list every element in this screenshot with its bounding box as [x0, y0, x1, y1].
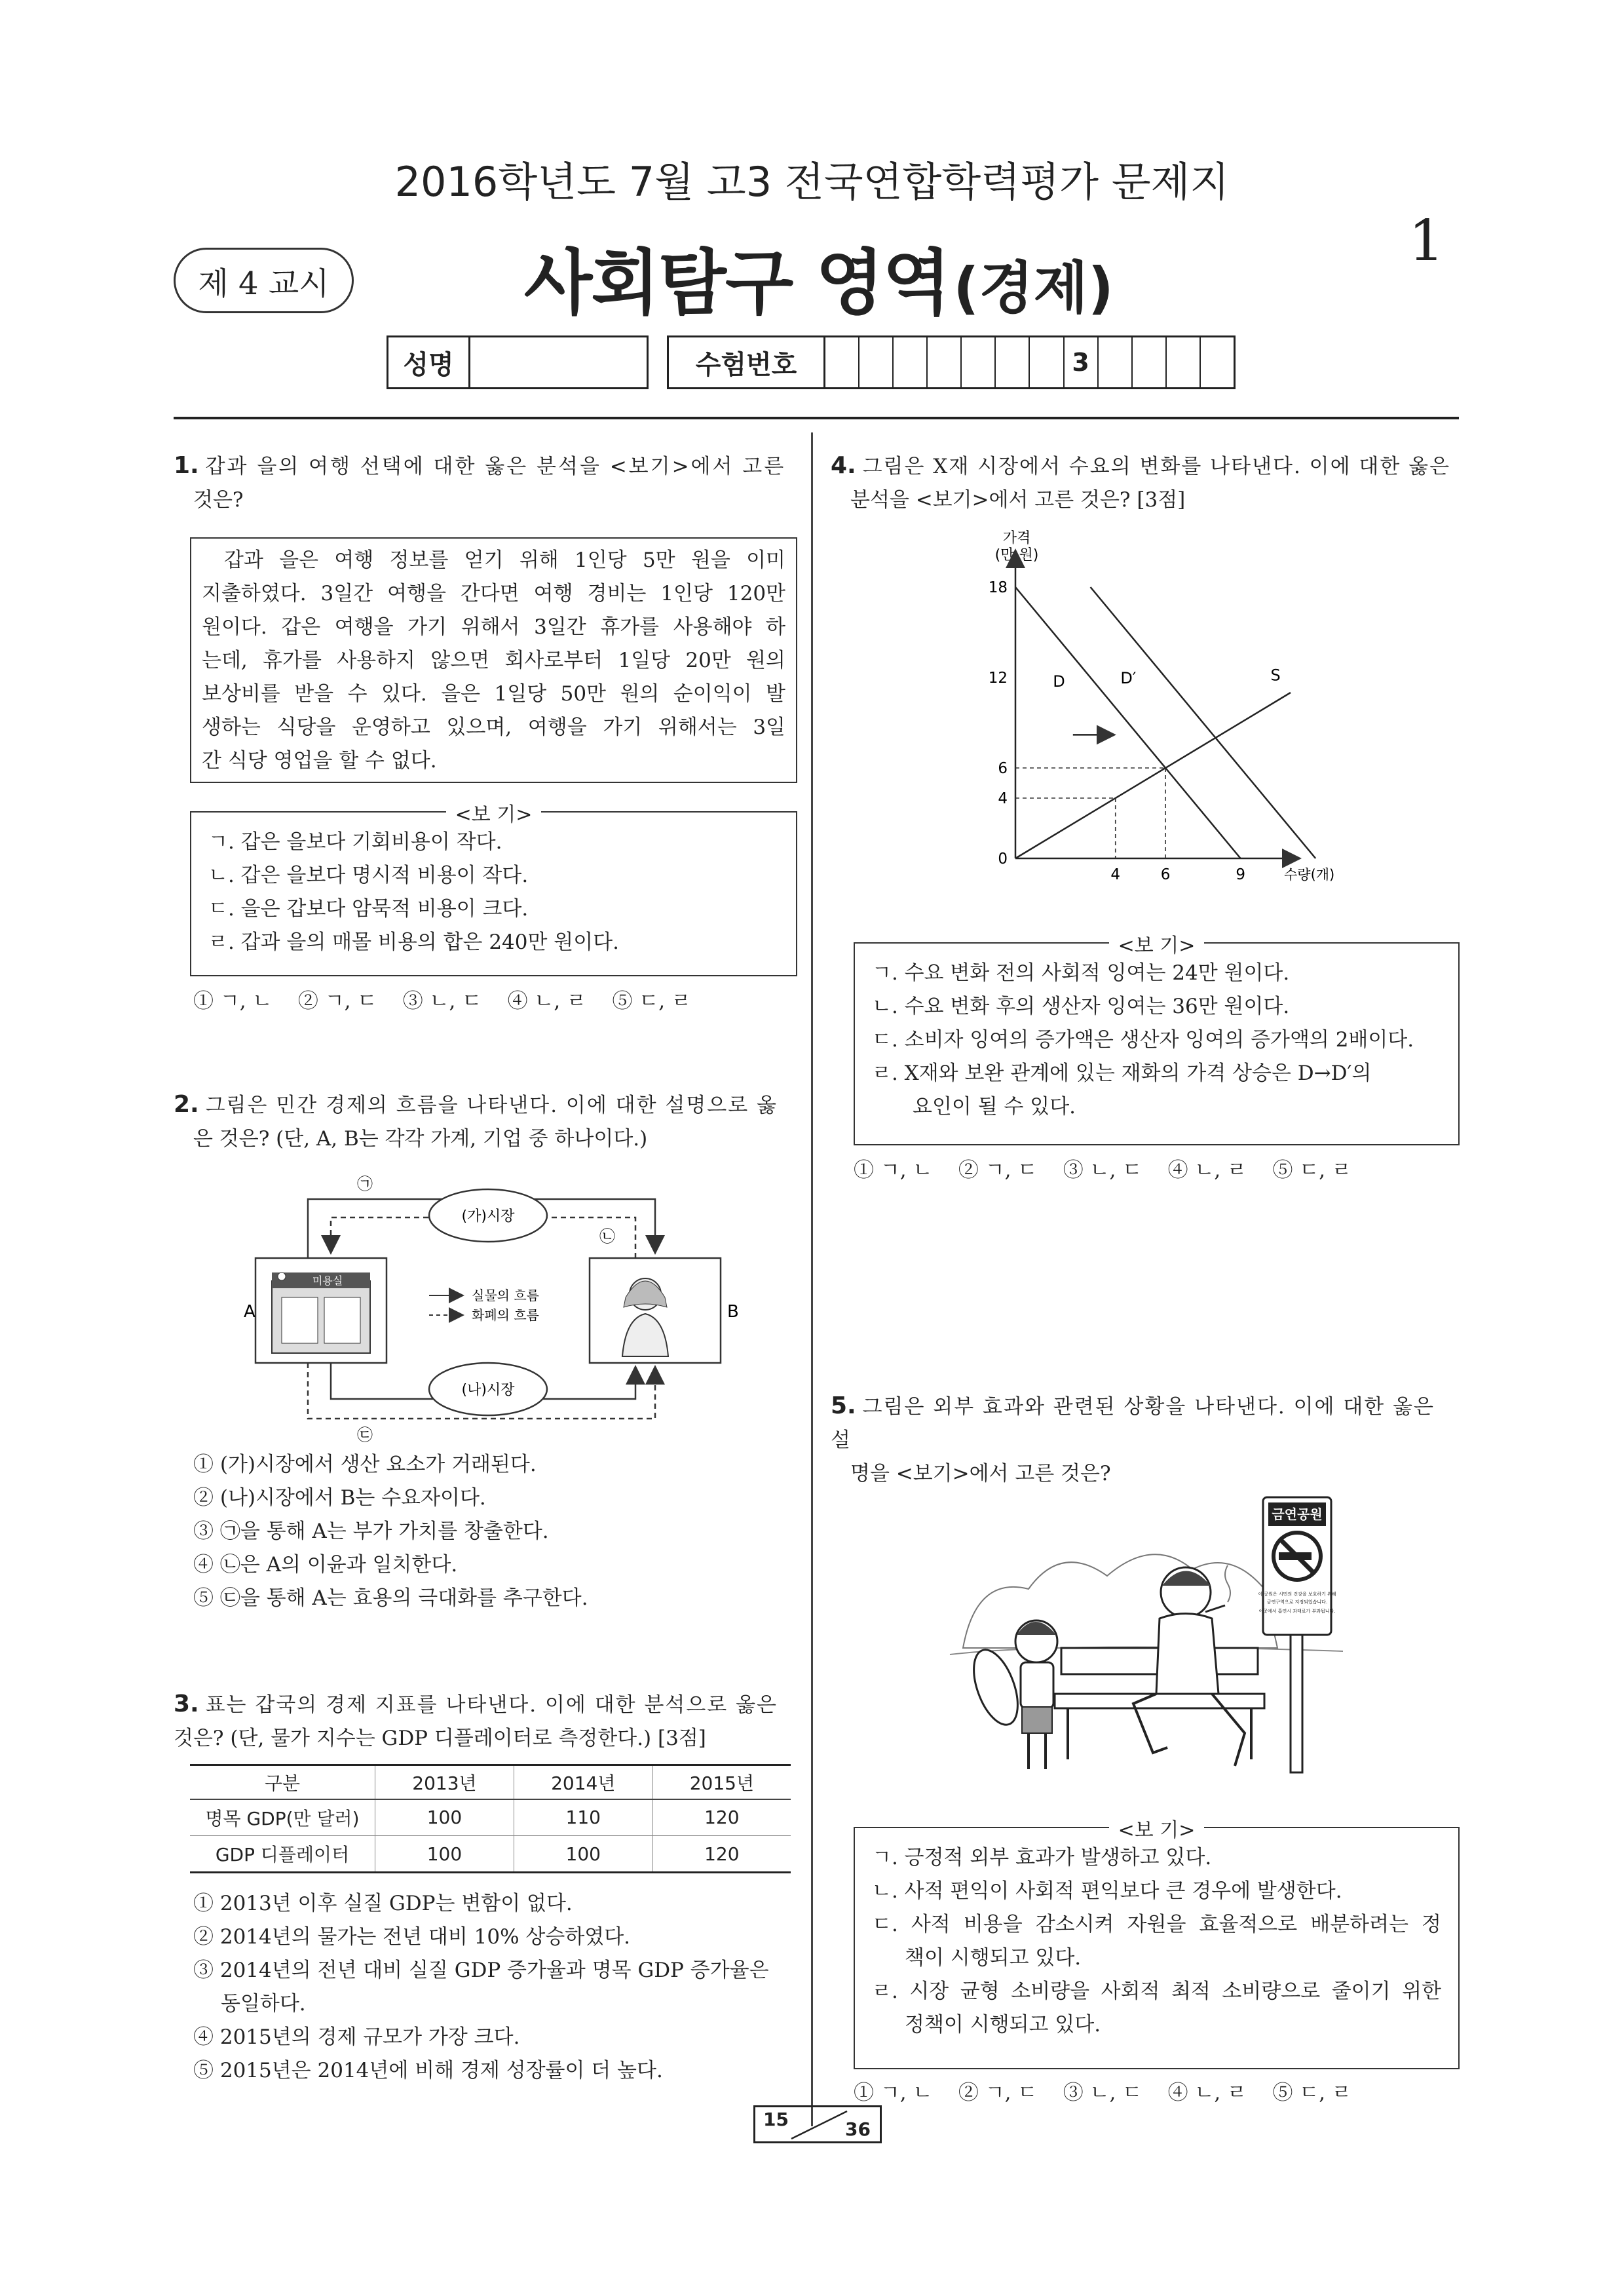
q4-stem [831, 449, 1460, 517]
exam-number-label: 수험번호 [669, 337, 825, 387]
circular-flow-diagram [242, 1166, 739, 1444]
q1-bogi-item: ㄱ. 갑은 을보다 기회비용이 작다. [208, 830, 502, 854]
q5-bogi-title: <보 기> [1109, 1819, 1205, 1842]
park-smoking-illustration [937, 1478, 1356, 1779]
flow-mark-1: ㉠ [357, 1175, 373, 1193]
q4-bogi-item: ㄱ. 수요 변화 전의 사회적 잉여는 24만 원이다. [872, 961, 1290, 985]
q3-option[interactable]: ⑤ 2015년은 2014년에 비해 경제 성장률이 더 높다. [193, 2059, 663, 2082]
exam-number-digit-cell[interactable] [960, 337, 994, 387]
q5-choices[interactable]: ① ㄱ, ㄴ ② ㄱ, ㄷ ③ ㄴ, ㄷ ④ ㄴ, ㄹ ⑤ ㄷ, ㄹ [854, 2081, 1351, 2105]
exam-title: 2016학년도 7월 고3 전국연합학력평가 문제지 [394, 158, 1230, 206]
q1-bogi-item: ㄷ. 을은 갑보다 암묵적 비용이 크다. [208, 897, 529, 921]
q4-bogi-item: ㄴ. 수요 변화 후의 생산자 잉여는 36만 원이다. [872, 995, 1290, 1018]
q2-stem-line1: 그림은 민간 경제의 흐름을 나타낸다. 이에 대한 설명으로 옳 [205, 1094, 778, 1117]
table-header: 2013년 [375, 1765, 514, 1799]
y-axis-label: 가격 (만 원) [994, 530, 1039, 564]
q2-option[interactable]: ⑤ ㉢을 통해 A는 효용의 극대화를 추구한다. [193, 1586, 588, 1610]
period-label: 제 4 교시 [198, 265, 330, 302]
q3-number: 3. [174, 1691, 199, 1717]
q3-options [193, 1887, 803, 2088]
q1-bogi-item: ㄹ. 갑과 을의 매몰 비용의 합은 240만 원이다. [208, 930, 619, 954]
q5-bogi-box [854, 1819, 1460, 2069]
q3-option-continued: 동일하다. [221, 1992, 306, 2016]
y-tick-label: 4 [998, 790, 1008, 807]
y-tick-label: 12 [988, 670, 1008, 687]
child-figure [965, 1620, 1057, 1769]
shop-sign: 미용실 [312, 1274, 343, 1287]
q2-option[interactable]: ④ ㉡은 A의 이윤과 일치한다. [193, 1553, 458, 1577]
q5-bogi-item-continued: 정책이 시행되고 있다. [905, 2013, 1101, 2037]
exam-number-digit-cell[interactable] [1097, 337, 1131, 387]
table-cell: 명목 GDP(만 달러) [190, 1799, 375, 1836]
table-header-row [190, 1765, 791, 1799]
table-header: 구분 [190, 1765, 375, 1799]
q4-bogi-box [854, 934, 1460, 1145]
q2-option[interactable]: ② (나)시장에서 B는 수요자이다. [193, 1486, 486, 1510]
page-type-number: 1 [1408, 208, 1445, 274]
q1-stem [174, 449, 803, 517]
q1-passage-line: 는데, 휴가를 사용하지 않으면 회사로부터 1일당 20만 원의 [202, 649, 785, 672]
q3-stem-line1: 표는 갑국의 경제 지표를 나타낸다. 이에 대한 분석으로 옳은 [205, 1693, 778, 1717]
series-label-d-prime: D′ [1120, 669, 1137, 688]
table-header: 2014년 [514, 1765, 652, 1799]
q2-number: 2. [174, 1091, 199, 1118]
q3-option[interactable]: ② 2014년의 물가는 전년 대비 10% 상승하였다. [193, 1925, 631, 1949]
q4-stem-line2: 분석을 <보기>에서 고른 것은? [3점] [850, 488, 1186, 512]
q3-stem-line2: 것은? (단, 물가 지수는 GDP 디플레이터로 측정한다.) [3점] [174, 1727, 706, 1750]
q3-table [190, 1764, 791, 1873]
q1-choices[interactable]: ① ㄱ, ㄴ ② ㄱ, ㄷ ③ ㄴ, ㄷ ④ ㄴ, ㄹ ⑤ ㄷ, ㄹ [193, 989, 691, 1013]
q1-number: 1. [174, 452, 199, 479]
exam-number-digit-cell[interactable] [1199, 337, 1234, 387]
y-tick-label: 0 [998, 851, 1008, 868]
q3-stem [174, 1687, 803, 1755]
q5-bogi-item: ㄴ. 사적 편익이 사회적 편익보다 큰 경우에 발생한다. [872, 1879, 1342, 1903]
table-cell: 120 [652, 1836, 791, 1873]
table-cell: 100 [514, 1836, 652, 1873]
x-tick-label: 4 [1110, 866, 1121, 883]
sign-title: 금연공원 [1272, 1506, 1323, 1522]
sign-text-line: 이곳에서 흡연시 과태료가 부과됩니다. [1258, 1609, 1336, 1614]
q5-bogi-item: ㄹ. 시장 균형 소비량을 사회적 최적 소비량으로 줄이기 위한 [872, 1980, 1441, 2003]
exam-number-digit-cell[interactable] [926, 337, 960, 387]
q1-passage-line: 지출하였다. 3일간 여행을 간다면 여행 경비는 1인당 120만 [202, 582, 785, 605]
agent-b-label: B [727, 1302, 739, 1322]
legend-real-flow: 실물의 흐름 [472, 1288, 539, 1303]
q4-bogi-item: ㄹ. X재와 보완 관계에 있는 재화의 가격 상승은 D→D′의 [872, 1062, 1372, 1085]
q3-option[interactable]: ④ 2015년의 경제 규모가 가장 크다. [193, 2025, 520, 2049]
q4-bogi-item: ㄷ. 소비자 잉여의 증가액은 생산자 잉여의 증가액의 2배이다. [872, 1028, 1414, 1052]
q1-bogi-item: ㄴ. 갑은 을보다 명시적 비용이 작다. [208, 864, 529, 887]
shop-illustration [272, 1272, 370, 1353]
table-cell: 110 [514, 1799, 652, 1836]
table-row [190, 1836, 791, 1873]
page-number-box [753, 2105, 882, 2143]
agent-a-label: A [244, 1302, 255, 1322]
market-na-label: (나)시장 [461, 1382, 515, 1398]
q5-bogi-item: ㄷ. 사적 비용을 감소시켜 자원을 효율적으로 배분하려는 정 [872, 1913, 1441, 1936]
q1-bogi-box [190, 803, 797, 976]
header-rule [174, 417, 1459, 419]
market-ga-label: (가)시장 [461, 1208, 515, 1225]
q5-stem-line2: 명을 <보기>에서 고른 것은? [850, 1462, 1111, 1485]
q1-stem-line2: 것은? [193, 488, 244, 512]
q5-bogi-item-continued: 책이 시행되고 있다. [905, 1946, 1082, 1970]
q1-passage-box [190, 537, 797, 783]
q2-options [193, 1448, 588, 1615]
q4-bogi-title: <보 기> [1109, 934, 1205, 957]
q4-choices[interactable]: ① ㄱ, ㄴ ② ㄱ, ㄷ ③ ㄴ, ㄷ ④ ㄴ, ㄹ ⑤ ㄷ, ㄹ [854, 1158, 1351, 1182]
legend-money-flow: 화폐의 흐름 [472, 1307, 539, 1323]
subject-main: 사회탐구 영역 [524, 242, 950, 324]
period-badge [174, 248, 354, 313]
table-cell: GDP 디플레이터 [215, 1844, 350, 1866]
series-label-s: S [1270, 666, 1281, 685]
x-tick-label: 9 [1236, 866, 1245, 883]
table-cell: 120 [652, 1799, 791, 1836]
q2-option[interactable]: ③ ㉠을 통해 A는 부가 가치를 창출한다. [193, 1520, 549, 1543]
exam-number-digit-cell[interactable] [1131, 337, 1165, 387]
x-axis-label: 수량(개) [1284, 867, 1335, 883]
exam-number-digit-cell[interactable] [858, 337, 892, 387]
table-header: 2015년 [652, 1765, 791, 1799]
page-number: 15 [763, 2109, 789, 2130]
table-cell: 100 [375, 1836, 514, 1873]
page-total: 36 [845, 2118, 871, 2140]
q4-number: 4. [831, 452, 856, 479]
q5-bogi-item: ㄱ. 긍정적 외부 효과가 발생하고 있다. [872, 1846, 1212, 1869]
supply-demand-chart [976, 524, 1336, 917]
flow-mark-2: ㉡ [599, 1227, 615, 1246]
q2-stem-line2: 은 것은? (단, A, B는 각각 가계, 기업 중 하나이다.) [193, 1127, 648, 1151]
series-line-d-prime [1091, 587, 1316, 858]
q2-stem [174, 1088, 803, 1156]
column-divider [811, 432, 813, 2126]
q5-number: 5. [831, 1392, 856, 1419]
sign-text-line: 금연구역으로 지정되었습니다. [1266, 1599, 1328, 1605]
exam-number-digit-cell[interactable] [1165, 337, 1199, 387]
exam-number-digit-cell[interactable] [1029, 337, 1063, 387]
sign-text-line: 이 공원은 시민의 건강을 보호하기 위해 [1258, 1592, 1336, 1597]
subject-sub: (경제) [953, 256, 1114, 321]
no-smoking-icon [1274, 1533, 1321, 1580]
q1-passage-line: 갑과 을은 여행 정보를 얻기 위해 1인당 5만 원을 이미 [224, 548, 785, 572]
name-box [387, 335, 649, 389]
series-label-d: D [1053, 672, 1065, 691]
x-tick-label: 6 [1160, 866, 1171, 883]
exam-number-digit-cell[interactable] [994, 337, 1029, 387]
q2-option[interactable]: ① (가)시장에서 생산 요소가 거래된다. [193, 1453, 537, 1476]
y-tick-label: 6 [998, 760, 1008, 777]
series-line-d [1015, 587, 1241, 858]
q4-stem-line1: 그림은 X재 시장에서 수요의 변화를 나타낸다. 이에 대한 옳은 [862, 455, 1451, 478]
y-tick-label: 18 [988, 579, 1008, 596]
exam-number-digit-cell[interactable] [825, 337, 858, 387]
flow-mark-3: ㉢ [357, 1426, 373, 1444]
q1-stem-line1: 갑과 을의 여행 선택에 대한 옳은 분석을 <보기>에서 고른 [205, 455, 786, 478]
q5-stem [831, 1389, 1460, 1491]
exam-number-digit-cell[interactable] [892, 337, 926, 387]
exam-number-box [667, 335, 1236, 389]
name-field[interactable] [470, 337, 647, 387]
table-row [190, 1799, 791, 1836]
q1-passage-line: 간 식당 영업을 할 수 없다. [202, 749, 437, 773]
exam-number-digit-cell[interactable]: 3 [1063, 337, 1097, 387]
exam-number-digits [825, 337, 1234, 387]
series-line-s [1015, 693, 1291, 858]
q4-bogi-item-continued: 요인이 될 수 있다. [913, 1095, 1076, 1119]
q1-passage-line: 보상비를 받을 수 있다. 을은 1일당 50만 원의 순이익이 발 [202, 682, 785, 706]
name-label: 성명 [388, 337, 470, 387]
q3-option[interactable]: ① 2013년 이후 실질 GDP는 변함이 없다. [193, 1892, 573, 1915]
q5-stem-line1: 그림은 외부 효과와 관련된 상황을 나타낸다. 이에 대한 옳은 설 [831, 1395, 1435, 1452]
q3-option[interactable]: ③ 2014년의 전년 대비 실질 GDP 증가율과 명목 GDP 증가율은 [193, 1959, 769, 1982]
subject-title [524, 226, 1114, 328]
q1-bogi-title: <보 기> [446, 803, 542, 826]
q1-passage-line: 생하는 식당을 운영하고 있으며, 여행을 가기 위해서는 3일 [202, 716, 785, 739]
q1-passage-line: 원이다. 갑은 여행을 가기 위해서 3일간 휴가를 사용해야 하 [202, 615, 785, 639]
table-cell: 100 [375, 1799, 514, 1836]
